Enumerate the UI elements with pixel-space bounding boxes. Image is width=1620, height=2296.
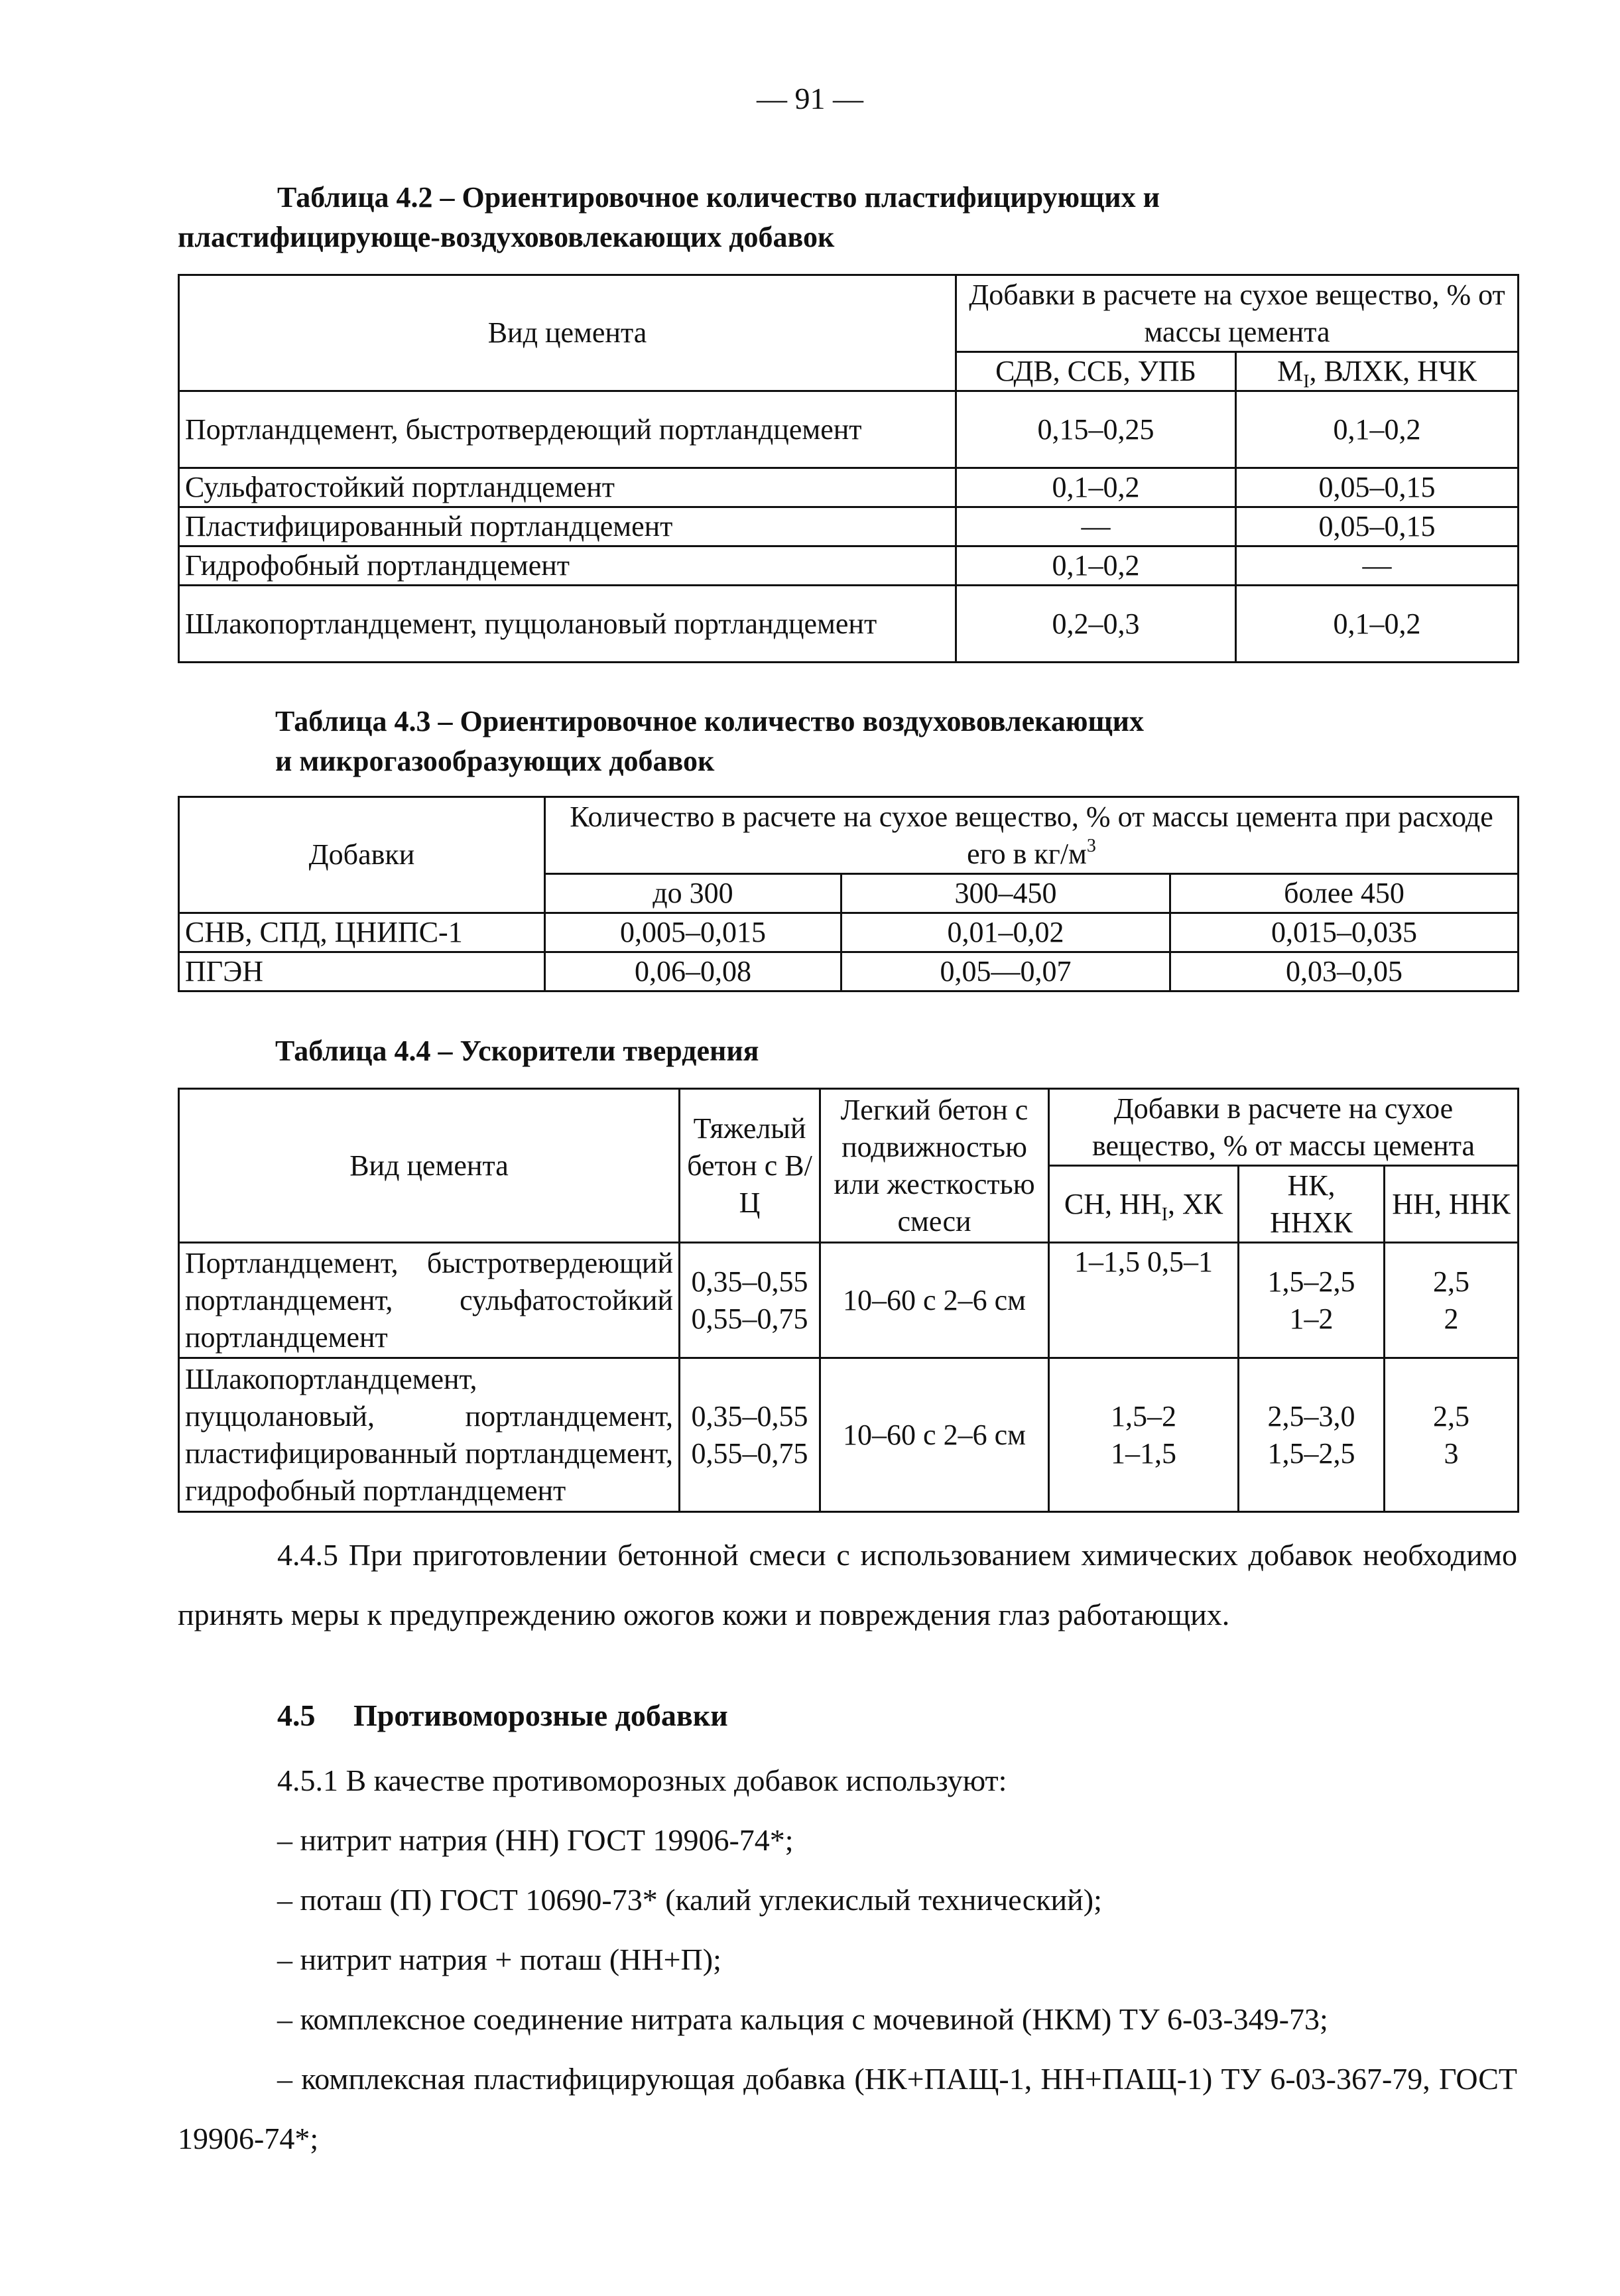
- t43-row2-v3: 0,03–0,05: [1170, 952, 1519, 991]
- t43-header-additives: Добавки: [179, 797, 545, 913]
- table-row: [179, 391, 1519, 468]
- list-item: – комплексное соединение нитрата кальция с мочевиной (НКМ) ТУ 6-03-349-73;: [277, 2002, 1328, 2036]
- table-row: [179, 952, 1519, 991]
- t44-row2-b: [1239, 1358, 1385, 1512]
- antifreeze-list: [178, 1751, 1517, 2169]
- section-title: Противоморозные добавки: [353, 1698, 728, 1732]
- t44-row1-b1: 1,5–2,5: [1267, 1265, 1355, 1298]
- t42-row2-v2: 0,05–0,15: [1236, 468, 1519, 507]
- table-4-2-caption-line2: пластифицирующе-воздухововлекающих добавок: [178, 221, 835, 253]
- table-row: [179, 546, 1519, 586]
- t42-row2-v1: 0,1–0,2: [956, 468, 1236, 507]
- t42-header-group: Добавки в расчете на сухое вещество, % от массы цемента: [956, 275, 1519, 352]
- t44-row1-c: [1385, 1243, 1519, 1358]
- t43-header-sub1: до 300: [545, 874, 841, 913]
- list-item: – поташ (П) ГОСТ 10690-73* (калий углекислый технический);: [277, 1883, 1102, 1917]
- t44-header-sub1: [1049, 1166, 1239, 1243]
- table-4-4: [178, 1088, 1519, 1513]
- t44-header-sub1-rest: , ХК: [1167, 1187, 1223, 1220]
- t44-row2-heavy2: 0,55–0,75: [691, 1436, 808, 1470]
- t42-row5-v2: 0,1–0,2: [1236, 586, 1519, 663]
- list-item: – комплексная пластифицирующая добавка (НК+ПАЩ-1, НН+ПАЩ-1) ТУ 6-03-367-79, ГОСТ 19906-74*;: [178, 2062, 1517, 2155]
- t44-row2-c1: 2,5: [1433, 1399, 1469, 1433]
- table-4-2-caption-line1: Таблица 4.2 – Ориентировочное количество пластифицирующих и: [277, 181, 1160, 214]
- table-row: [179, 586, 1519, 663]
- t44-row2-light: 10–60 с 2–6 см: [820, 1358, 1049, 1512]
- t44-header-group: Добавки в расчете на сухое вещество, % от массы цемента: [1049, 1089, 1519, 1166]
- t44-header-heavy: Тяжелый бетон с В/Ц: [680, 1089, 820, 1243]
- table-4-3-caption-line1: Таблица 4.3 – Ориентировочное количество воздухововлекающих: [275, 705, 1144, 737]
- t43-header-sub2: 300–450: [841, 874, 1170, 913]
- table-4-4-caption: Таблица 4.4 – Ускорители твердения: [275, 1035, 759, 1067]
- t43-header-sub3: более 450: [1170, 874, 1519, 913]
- t44-row1-heavy1: 0,35–0,55: [691, 1265, 808, 1298]
- t42-row2-name: Сульфатостойкий портландцемент: [179, 468, 956, 507]
- t44-header-sub1-sub: I: [1161, 1204, 1168, 1225]
- table-row: [179, 468, 1519, 507]
- table-4-2-caption: [178, 178, 1517, 257]
- t43-row1-v3: 0,015–0,035: [1170, 913, 1519, 952]
- t43-header-group-sup: 3: [1086, 835, 1096, 856]
- t44-header-light: Легкий бетон с подвижностью или жесткостью смеси: [820, 1089, 1049, 1243]
- section-heading-4-5: [277, 1698, 728, 1733]
- table-row: [179, 1358, 1519, 1512]
- t42-row5-name: Шлакопортландцемент, пуццолановый портландцемент: [179, 586, 956, 663]
- t43-row1-v2: 0,01–0,02: [841, 913, 1170, 952]
- t42-header-cement: Вид цемента: [179, 275, 956, 391]
- table-4-3-caption: [275, 702, 1502, 781]
- t44-row2-b1: 2,5–3,0: [1267, 1399, 1355, 1433]
- t44-row1-c2: 2: [1444, 1302, 1459, 1335]
- t42-header-sub2-rest: , ВЛХК, НЧК: [1309, 355, 1477, 387]
- t44-header-sub1-main: СН, НН: [1064, 1187, 1162, 1220]
- table-4-3-caption-line2: и микрогазообразующих добавок: [275, 745, 715, 777]
- t44-row1-a: 1–1,5 0,5–1: [1049, 1243, 1239, 1358]
- t42-header-sub1: СДВ, ССБ, УПБ: [956, 352, 1236, 391]
- paragraph-4-4-5-text: 4.4.5 При приготовлении бетонной смеси с использованием химических добавок необходимо принять меры к предупреждению ожогов кожи и повреждения глаз работающих.: [178, 1538, 1517, 1631]
- t44-header-cement: Вид цемента: [179, 1089, 680, 1243]
- t42-row4-name: Гидрофобный портландцемент: [179, 546, 956, 586]
- t44-row1-c1: 2,5: [1433, 1265, 1469, 1298]
- t42-row3-v2: 0,05–0,15: [1236, 507, 1519, 546]
- t42-header-sub2: [1236, 352, 1519, 391]
- t44-row2-a1: 1,5–2: [1111, 1399, 1176, 1433]
- t42-header-sub2-sub: I: [1303, 371, 1310, 391]
- t44-row2-b2: 1,5–2,5: [1267, 1436, 1355, 1470]
- t44-row2-heavy1: 0,35–0,55: [691, 1399, 808, 1433]
- t44-row1-b2: 1–2: [1289, 1302, 1334, 1335]
- t43-row2-v1: 0,06–0,08: [545, 952, 841, 991]
- table-4-3: [178, 796, 1519, 992]
- t43-row1-v1: 0,005–0,015: [545, 913, 841, 952]
- t44-row2-a: [1049, 1358, 1239, 1512]
- t44-row2-name: Шлакопортландцемент, пуццолановый, портландцемент, пластифицированный портландцемент, гидрофобный портландцемент: [179, 1358, 680, 1512]
- t42-header-sub2-main: М: [1277, 355, 1304, 387]
- t43-row1-name: СНВ, СПД, ЦНИПС-1: [179, 913, 545, 952]
- t42-row1-name: Портландцемент, быстротвердеющий портландцемент: [179, 391, 956, 468]
- table-row: [179, 913, 1519, 952]
- t44-row1-b: [1239, 1243, 1385, 1358]
- t43-row2-name: ПГЭН: [179, 952, 545, 991]
- t43-header-group: [545, 797, 1519, 874]
- page-number: — 91 —: [757, 82, 863, 115]
- t43-header-group-text: Количество в расчете на сухое вещество, % от массы цемента при расходе его в кг/м: [570, 800, 1493, 870]
- t44-header-sub2: НК, ННХК: [1239, 1166, 1385, 1243]
- t44-row2-heavy: [680, 1358, 820, 1512]
- t43-row2-v2: 0,05—0,07: [841, 952, 1170, 991]
- t42-row4-v2: —: [1236, 546, 1519, 586]
- paragraph-4-4-5: [178, 1525, 1517, 1645]
- t44-row1-name: Портландцемент, быстротвердеющий портландцемент, сульфатостойкий портландцемент: [179, 1243, 680, 1358]
- paragraph-4-5-1: 4.5.1 В качестве противоморозных добавок используют:: [277, 1763, 1007, 1797]
- t42-row1-v2: 0,1–0,2: [1236, 391, 1519, 468]
- t42-row4-v1: 0,1–0,2: [956, 546, 1236, 586]
- t44-row2-c2: 3: [1444, 1436, 1459, 1470]
- t42-row5-v1: 0,2–0,3: [956, 586, 1236, 663]
- t44-row2-a2: 1–1,5: [1111, 1436, 1176, 1470]
- table-row: [179, 1243, 1519, 1358]
- t42-row3-v1: —: [956, 507, 1236, 546]
- list-item: – нитрит натрия + поташ (НН+П);: [277, 1943, 721, 1976]
- t44-row1-light: 10–60 с 2–6 см: [820, 1243, 1049, 1358]
- t44-row1-heavy2: 0,55–0,75: [691, 1302, 808, 1335]
- t42-row3-name: Пластифицированный портландцемент: [179, 507, 956, 546]
- section-number: 4.5: [277, 1698, 316, 1732]
- t44-row1-heavy: [680, 1243, 820, 1358]
- table-row: [179, 507, 1519, 546]
- t44-row2-c: [1385, 1358, 1519, 1512]
- t42-row1-v1: 0,15–0,25: [956, 391, 1236, 468]
- table-4-2: [178, 274, 1519, 663]
- list-item: – нитрит натрия (НН) ГОСТ 19906-74*;: [277, 1823, 794, 1857]
- t44-header-sub3: НН, ННК: [1385, 1166, 1519, 1243]
